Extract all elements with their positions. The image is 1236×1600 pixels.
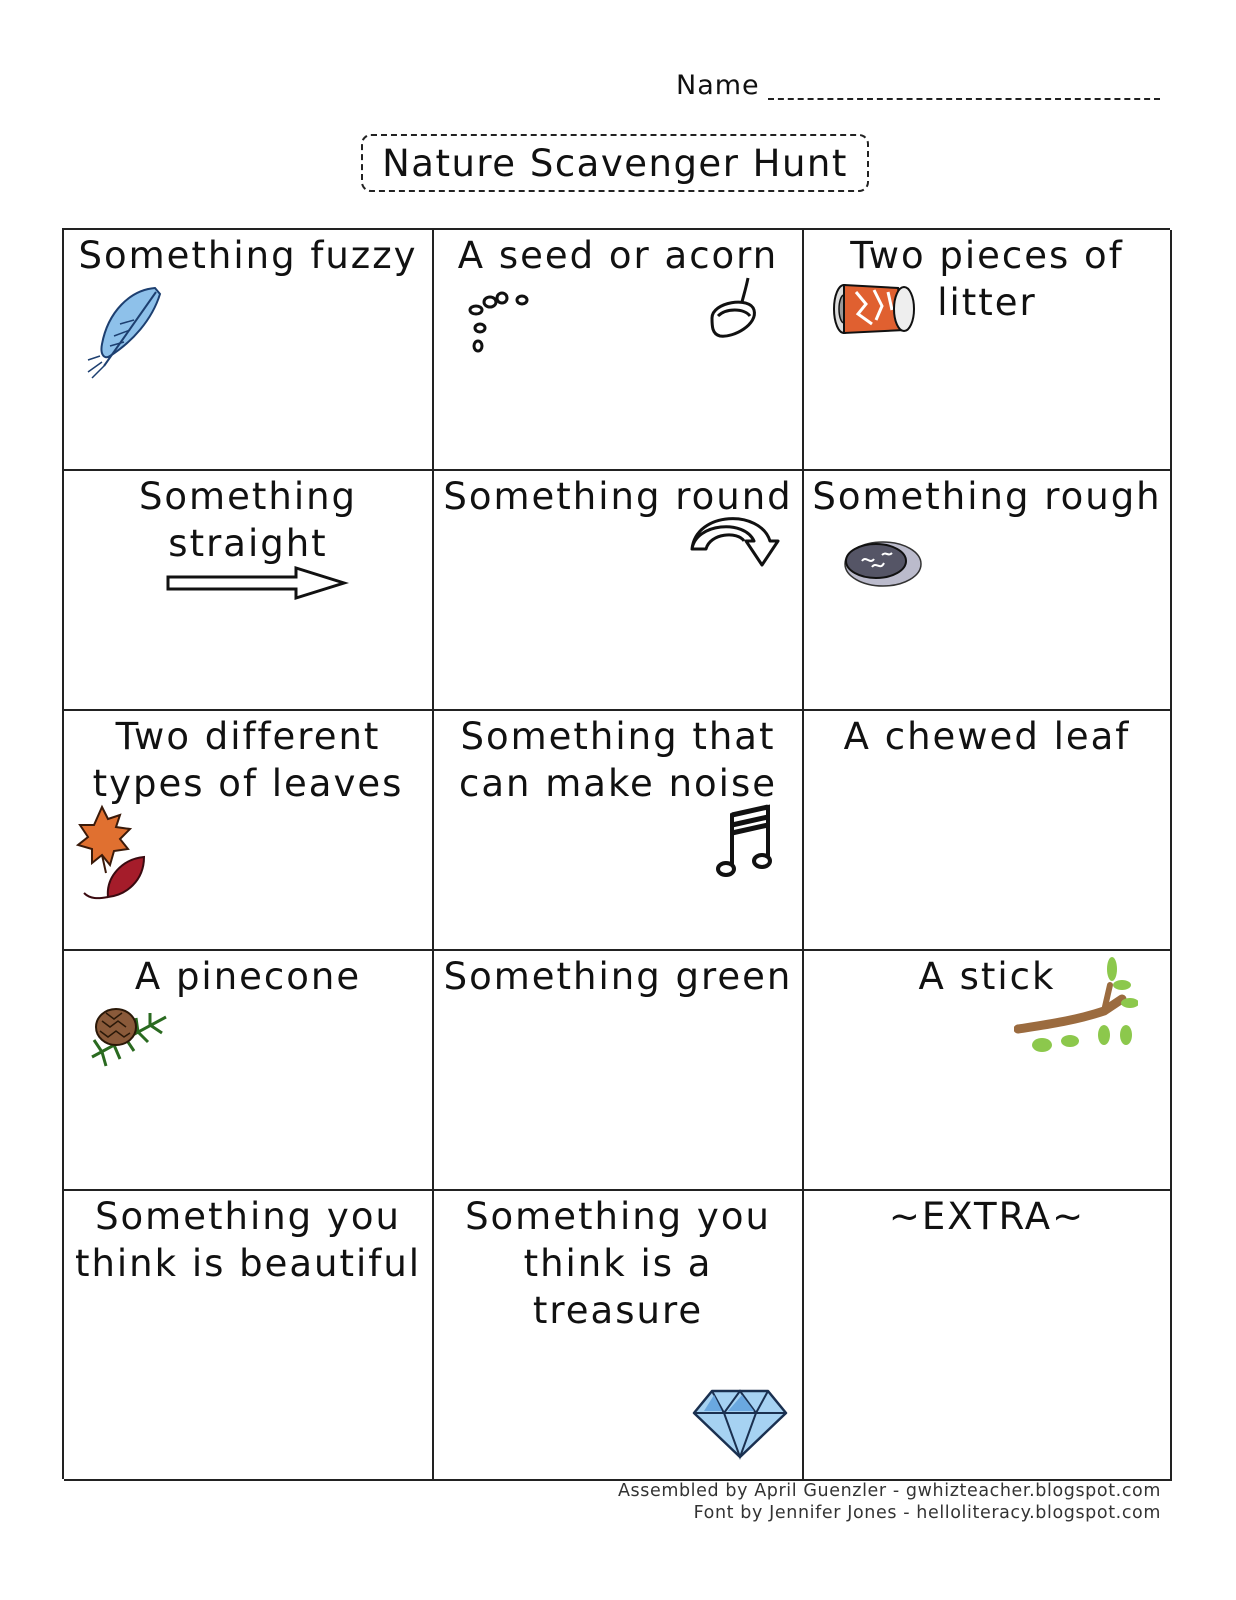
cell-label: Two different types of leaves [92, 715, 404, 805]
cell-label: Something round [443, 475, 793, 518]
cell-label: A chewed leaf [843, 715, 1131, 758]
cell-label: Something rough [812, 475, 1162, 518]
pinecone-icon [82, 997, 172, 1077]
cell-treasure [434, 1191, 804, 1481]
credits-line-1: Assembled by April Guenzler - gwhizteacher.blogspot.com [617, 1481, 1161, 1501]
cell-round [434, 471, 804, 711]
cell-green [434, 951, 804, 1191]
feather-icon [80, 282, 170, 382]
cell-label: A seed or acorn [457, 234, 779, 277]
music-notes-icon [716, 803, 778, 879]
straight-arrow-icon [164, 565, 350, 601]
cell-leaves [64, 711, 434, 951]
cell-litter [804, 230, 1172, 471]
cell-label: Something you think is a treasure [465, 1195, 771, 1332]
branch-icon [1014, 955, 1138, 1059]
cell-label: A stick [918, 955, 1056, 998]
cell-label: A pinecone [134, 955, 362, 998]
credits [618, 1480, 1161, 1524]
cell-fuzzy [64, 230, 434, 471]
page-title: Nature Scavenger Hunt [361, 134, 869, 192]
curved-arrow-icon [688, 515, 784, 571]
cell-stick [804, 951, 1172, 1191]
scavenger-grid [62, 228, 1170, 1479]
cell-label: Something fuzzy [78, 234, 418, 277]
crushed-can-icon [832, 280, 918, 338]
credits-line-2: Font by Jennifer Jones - helloliteracy.blogspot.com [693, 1503, 1161, 1523]
cell-chewed-leaf [804, 711, 1172, 951]
rock-icon [842, 537, 924, 591]
diamond-icon [690, 1387, 790, 1461]
seeds-icon [464, 290, 534, 354]
cell-pinecone [64, 951, 434, 1191]
cell-label: Something straight [138, 475, 358, 565]
cell-noise [434, 711, 804, 951]
name-label: Name [676, 70, 760, 101]
cell-extra [804, 1191, 1172, 1481]
acorn-icon [704, 274, 768, 344]
leaves-icon [74, 803, 154, 913]
cell-label: ~EXTRA~ [888, 1195, 1086, 1238]
name-field[interactable] [768, 98, 1160, 100]
cell-straight [64, 471, 434, 711]
cell-label: Something you think is beautiful [74, 1195, 422, 1285]
cell-beautiful [64, 1191, 434, 1481]
cell-label: Two pieces of litter [850, 234, 1124, 324]
cell-label: Something that can make noise [459, 715, 777, 805]
cell-seed [434, 230, 804, 471]
cell-rough [804, 471, 1172, 711]
cell-label: Something green [443, 955, 793, 998]
